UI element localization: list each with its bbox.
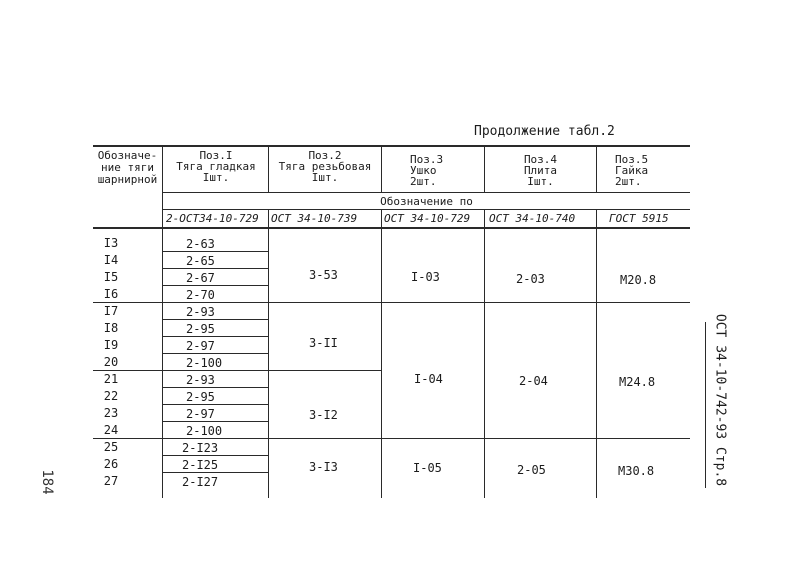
row-id: 24	[103, 423, 119, 437]
row-id: 26	[103, 457, 119, 471]
row-id: I9	[103, 338, 119, 352]
header-line: Поз.2	[308, 149, 342, 162]
pos4-cell: 2-03	[516, 272, 545, 286]
col-divider-2-lower	[268, 209, 269, 498]
pos1-cell: 2-95	[186, 390, 215, 404]
header-line: Поз.3	[410, 153, 444, 166]
standard-pos2: ОСТ 34-10-739	[271, 212, 358, 225]
header-line: Плита	[523, 164, 558, 177]
group-line	[381, 302, 690, 303]
pos1-cell: 2-70	[186, 288, 215, 302]
continuation-title: Продолжение табл.2	[474, 124, 615, 139]
pos2-cell: 3-I3	[309, 460, 338, 474]
pos1-cell: 2-97	[186, 339, 215, 353]
header-pos5	[597, 154, 667, 187]
row-line	[163, 455, 268, 456]
pos1-cell: 2-67	[186, 271, 215, 285]
row-id: I5	[103, 270, 119, 284]
header-line: Обозначе-	[97, 149, 158, 162]
row-line	[163, 421, 268, 422]
row-line	[163, 404, 268, 405]
pos1-cell: 2-93	[186, 373, 215, 387]
row-line	[163, 268, 268, 269]
pos5-cell: M20.8	[620, 273, 657, 287]
pos1-cell: 2-I25	[182, 458, 219, 472]
table-top-border	[93, 145, 690, 147]
header-line: Ушко	[410, 164, 437, 177]
col-divider-4-lower	[484, 209, 485, 498]
header-line: Поз.5	[615, 153, 649, 166]
row-line	[163, 353, 268, 354]
row-line	[163, 285, 268, 286]
row-id: 22	[103, 389, 119, 403]
pos5-cell: M30.8	[618, 464, 655, 478]
pos1-cell: 2-97	[186, 407, 215, 421]
pos3-cell: I-05	[413, 461, 442, 475]
row-line	[163, 251, 268, 252]
pos5-cell: M24.8	[619, 375, 656, 389]
page-stamp: 184	[39, 469, 55, 495]
pos4-cell: 2-05	[517, 463, 546, 477]
header-line: Iшт.	[311, 171, 339, 184]
row-id: I4	[103, 253, 119, 267]
pos1-cell: 2-95	[186, 322, 215, 336]
row-id: 23	[103, 406, 119, 420]
header-pos1	[163, 150, 269, 183]
header-pos4	[485, 154, 596, 187]
pos1-cell: 2-65	[186, 254, 215, 268]
row-line	[163, 472, 268, 473]
standard-pos5: ГОСТ 5915	[609, 212, 669, 225]
header-bottom-border	[93, 227, 690, 229]
col-divider-3-lower	[381, 209, 382, 498]
pos3-cell: I-04	[414, 372, 443, 386]
pos1-cell: 2-100	[186, 356, 223, 370]
row-id: I8	[103, 321, 119, 335]
group-line	[93, 302, 381, 303]
header-line: 2шт.	[615, 175, 642, 188]
col-divider-5-lower	[596, 209, 597, 498]
pos4-cell: 2-04	[519, 374, 548, 388]
row-line	[163, 336, 268, 337]
row-id: I6	[103, 287, 119, 301]
standard-pos1: 2-ОСТ34-10-729	[166, 212, 259, 225]
header-line: Гайка	[615, 164, 649, 177]
header-line: 2шт.	[410, 175, 437, 188]
header-pos2	[269, 150, 381, 183]
side-bracket	[705, 322, 706, 488]
header-sub-divider	[163, 192, 690, 193]
header-line: Тяга резьбовая	[278, 160, 372, 173]
standard-pos3: ОСТ 34-10-729	[384, 212, 471, 225]
row-id: I3	[103, 236, 119, 250]
pos1-cell: 2-63	[186, 237, 215, 251]
pos1-cell: 2-93	[186, 305, 215, 319]
group-line	[93, 438, 381, 439]
pos3-cell: I-03	[411, 270, 440, 284]
side-reference: ОСТ 34-10-742-93 Стр.8	[712, 313, 728, 487]
row-line	[163, 387, 268, 388]
group-line	[93, 370, 381, 371]
header-line: Тяга гладкая	[176, 160, 256, 173]
header-line: ние тяги	[101, 161, 154, 174]
standards-divider	[163, 209, 690, 210]
standard-pos4: ОСТ 34-10-740	[489, 212, 576, 225]
designation-by-label: Обозначение по	[380, 195, 473, 208]
row-id: 20	[103, 355, 119, 369]
pos2-cell: 3-I2	[309, 408, 338, 422]
row-id: I7	[103, 304, 119, 318]
rod-designation-header	[93, 150, 162, 186]
row-line	[163, 319, 268, 320]
row-id: 21	[103, 372, 119, 386]
group-line	[381, 438, 690, 439]
row-id: 25	[103, 440, 119, 454]
pos1-cell: 2-I27	[182, 475, 219, 489]
pos2-cell: 3-II	[309, 336, 338, 350]
header-line: Iшт.	[202, 171, 230, 184]
pos1-cell: 2-100	[186, 424, 223, 438]
header-line: Iшт.	[527, 175, 554, 188]
header-line: Поз.4	[523, 153, 558, 166]
pos1-cell: 2-I23	[182, 441, 219, 455]
header-pos3	[382, 154, 484, 187]
row-id: 27	[103, 474, 119, 488]
header-line: Поз.I	[199, 149, 233, 162]
pos2-cell: 3-53	[309, 268, 338, 282]
header-line: шарнирной	[97, 173, 158, 186]
